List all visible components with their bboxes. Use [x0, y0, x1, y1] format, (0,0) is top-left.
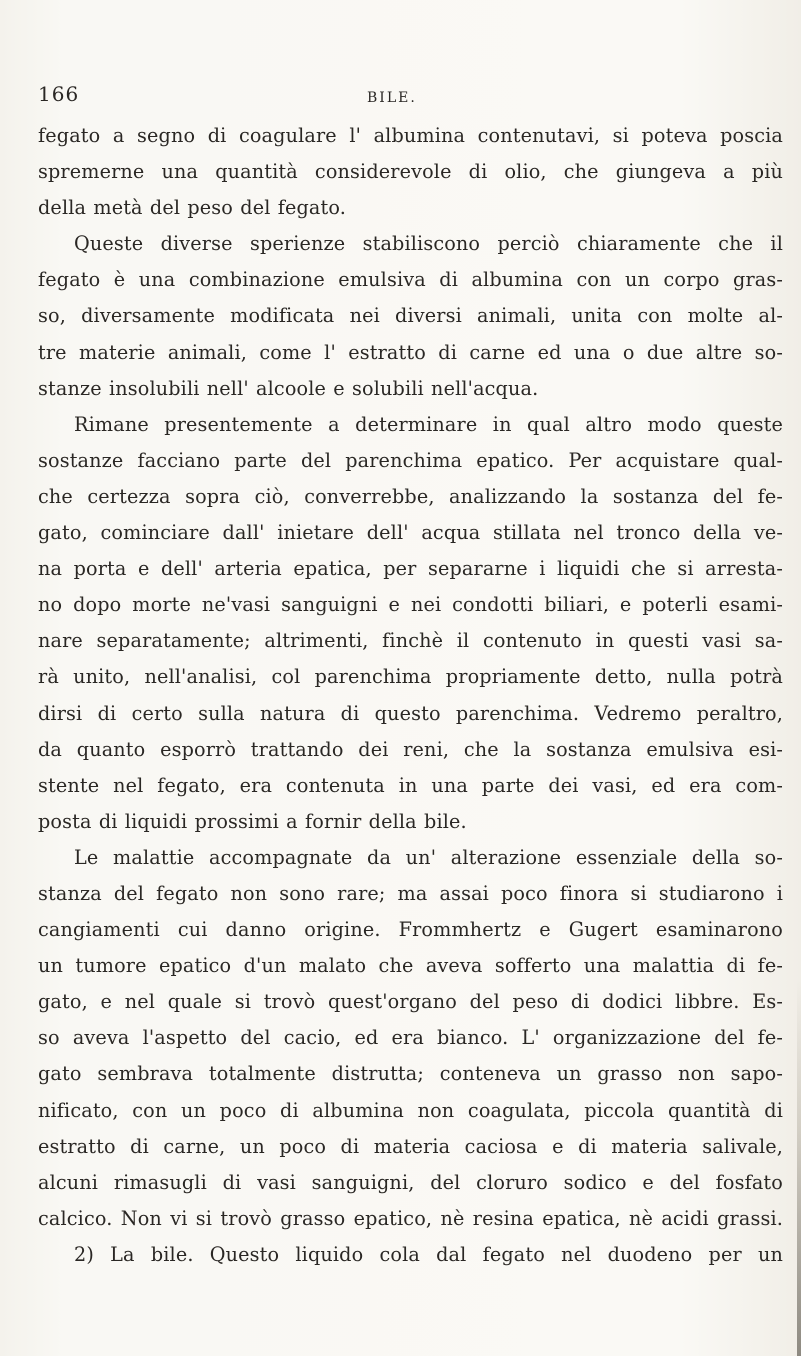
text-line: spremerne una quantità considerevole di olio, che giungeva a più: [38, 160, 783, 184]
text-line: cangiamenti cui danno origine. Frommhertz e Gugert esaminarono: [38, 918, 783, 942]
text-line: della metà del peso del fegato.: [38, 196, 346, 220]
text-line: sostanze facciano parte del parenchima epatico. Per acquistare qual-: [38, 448, 783, 472]
text-line: fegato a segno di coagulare l' albumina contenutavi, si poteva poscia: [38, 124, 783, 147]
body-text: [38, 118, 783, 1273]
text-line: tre materie animali, come l' estratto di carne ed una o due altre so-: [38, 340, 783, 364]
text-line: un tumore epatico d'un malato che aveva sofferto una malattia di fe-: [38, 954, 783, 978]
text-line: Rimane presentemente a determinare in qual altro modo queste: [74, 412, 783, 436]
text-line: gato, cominciare dall' inietare dell' acqua stillata nel tronco della ve-: [38, 521, 783, 545]
text-line: da quanto esporrò trattando dei reni, che la sostanza emulsiva esi-: [38, 737, 783, 761]
text-line: Le malattie accompagnate da un' alterazione essenziale della so-: [74, 845, 783, 869]
page-edge-shadow: [797, 980, 801, 1356]
text-line: calcico. Non vi si trovò grasso epatico, nè resina epatica, nè acidi grassi.: [38, 1206, 783, 1230]
text-line: fegato è una combinazione emulsiva di albumina con un corpo gras-: [38, 268, 783, 292]
text-line: gato sembrava totalmente distrutta; conteneva un grasso non sapo-: [38, 1062, 783, 1086]
running-head: BILE.: [367, 90, 417, 106]
text-line: no dopo morte ne'vasi sanguigni e nei condotti biliari, e poterli esami-: [38, 593, 783, 617]
text-line: 2) La bile. Questo liquido cola dal fegato nel duodeno per un: [74, 1242, 783, 1266]
text-line: stanza del fegato non sono rare; ma assai poco finora si studiarono i: [38, 881, 783, 905]
text-line: nificato, con un poco di albumina non coagulata, piccola quantità di: [38, 1098, 783, 1122]
text-line: alcuni rimasugli di vasi sanguigni, del cloruro sodico e del fosfato: [38, 1170, 783, 1194]
text-line: na porta e dell' arteria epatica, per separarne i liquidi che si arresta-: [38, 557, 783, 581]
text-line: che certezza sopra ciò, converrebbe, analizzando la sostanza del fe-: [38, 484, 783, 508]
text-line: stanze insolubili nell' alcoole e solubili nell'acqua.: [38, 376, 539, 400]
text-line: so, diversamente modificata nei diversi animali, unita con molte al-: [38, 304, 783, 328]
text-line: nare separatamente; altrimenti, finchè il contenuto in questi vasi sa-: [38, 629, 783, 653]
text-line: estratto di carne, un poco di materia caciosa e di materia salivale,: [38, 1134, 783, 1158]
text-line: stente nel fegato, era contenuta in una parte dei vasi, ed era com-: [38, 773, 783, 797]
text-line: dirsi di certo sulla natura di questo parenchima. Vedremo peraltro,: [38, 701, 783, 725]
text-line: gato, e nel quale si trovò quest'organo del peso di dodici libbre. Es-: [38, 990, 783, 1014]
text-line: rà unito, nell'analisi, col parenchima propriamente detto, nulla potrà: [38, 665, 783, 689]
text-line: so aveva l'aspetto del cacio, ed era bianco. L' organizzazione del fe-: [38, 1026, 783, 1050]
text-line: Queste diverse sperienze stabiliscono perciò chiaramente che il: [74, 232, 783, 256]
page-number: 166: [38, 82, 80, 106]
text-line: posta di liquidi prossimi a fornir della bile.: [38, 809, 467, 833]
